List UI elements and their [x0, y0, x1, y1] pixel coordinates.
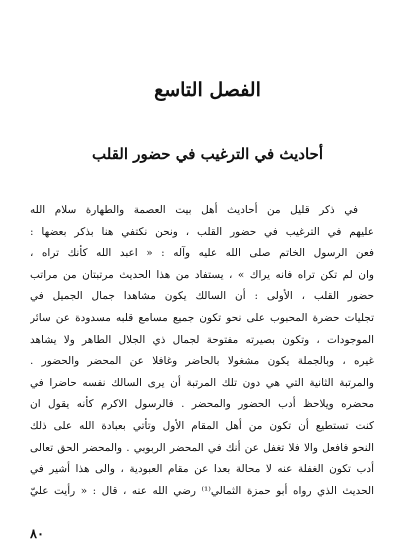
text-line: النحو فافعل والا فلا تغفل عن أنك في المحضر الربوبي . والمحضر الحق تعالى — [30, 441, 374, 454]
page-number: ٨٠ — [30, 527, 44, 542]
text-line: في ذكر قليل من أحاديث أهل بيت العصمة والطهارة سلام الله — [30, 204, 358, 216]
text-line: فعن الرسول الخاتم صلى الله عليه وآله : « اعبد الله كأنك تراه ، — [30, 247, 374, 260]
section-heading: أحاديث في الترغيب في حضور القلب — [92, 145, 323, 163]
text-line: تجليات حضرة المحبوب على نحو تكون جميع مسامع قلبه مسدودة عن سائر — [30, 311, 374, 324]
chapter-heading: الفصل التاسع — [154, 79, 261, 101]
text-line: الموجودات ، وتكون بصيرته مفتوحة لجمال ذي الجلال الطاهر ولا يشاهد — [30, 333, 374, 346]
body-text — [30, 200, 374, 502]
text-line: غيره ، وبالجملة يكون مشغولا بالحاضر وغافلا عن المحضر والحضور . — [30, 355, 374, 368]
text-line: أدب تكون الغفلة عنه لا محالة بعدا عن مقام العبودية ، والى هذا أشير في — [30, 463, 374, 476]
text-line: حضور القلب ، الأولى : أن السالك يكون مشاهدا جمال الجميل في — [30, 290, 374, 303]
text-line: كنت تستطيع أن تكون من أهل المقام الأول وتأتي بعبادة الله على ذلك — [30, 419, 374, 432]
text-line: الحديث الذي رواه أبو حمزة الثمالي⁽¹⁾ رضي الله عنه ، قال : « رأيت عليّ — [30, 484, 374, 497]
text-line: والمرتبة الثانية التي هي دون تلك المرتبة أن يرى السالك نفسه حاضرا في — [30, 376, 374, 389]
text-line: عليهم في الترغيب في حضور القلب ، ونحن نكتفي هنا بذكر بعضها : — [30, 225, 374, 238]
text-line: محضره ويلاحظ أدب الحضور والمحضر . فالرسول الاكرم كأنه يقول ان — [30, 398, 374, 411]
text-line: وان لم تكن تراه فانه يراك » ، يستفاد من هذا الحديث مرتبتان من مراتب — [30, 268, 374, 281]
